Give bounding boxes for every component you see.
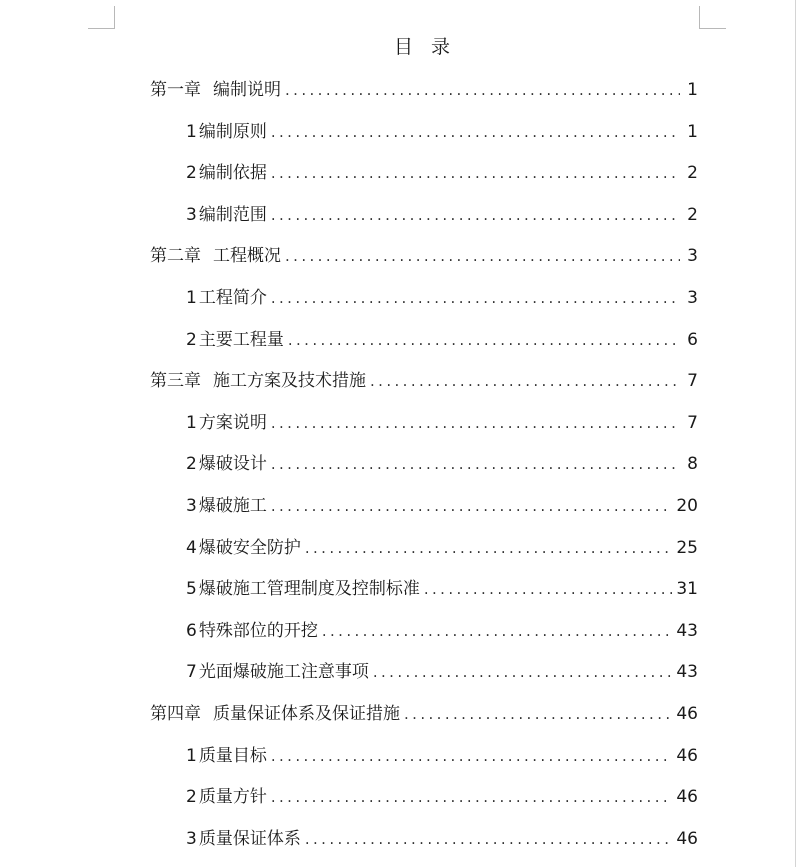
toc-entry-title: 主要工程量 — [198, 329, 284, 350]
toc-section-entry[interactable] — [186, 452, 698, 476]
toc-entry-page-number: 43 — [676, 662, 698, 683]
toc-dot-leader — [271, 203, 680, 227]
toc-entry-page-number: 46 — [676, 745, 698, 766]
toc-entry-page-number: 2 — [687, 204, 698, 225]
toc-title: 目 录 — [393, 36, 457, 58]
toc-entry-title: 质量保证体系及保证措施 — [213, 704, 400, 724]
toc-entry-number: 3 — [186, 496, 197, 516]
toc-entry-title: 施工方案及技术措施 — [213, 371, 366, 392]
toc-entry-title: 爆破安全防护 — [198, 537, 301, 558]
toc-section-entry[interactable] — [186, 203, 698, 227]
toc-entry-title: 爆破施工 — [198, 496, 267, 516]
toc-dot-leader — [271, 286, 680, 310]
toc-entry-page-number: 1 — [687, 80, 698, 100]
toc-chapter-entry[interactable] — [150, 244, 698, 268]
toc-dot-leader — [285, 244, 680, 268]
toc-entry-number: 7 — [186, 662, 197, 683]
toc-chapter-entry[interactable] — [150, 78, 698, 102]
toc-section-entry[interactable] — [186, 120, 698, 144]
toc-entry-title: 爆破施工管理制度及控制标准 — [198, 579, 420, 600]
toc-entry-number: 1 — [186, 288, 197, 308]
toc-section-entry[interactable] — [186, 660, 698, 684]
toc-entry-number: 4 — [186, 537, 197, 558]
toc-section-entry[interactable] — [186, 494, 698, 518]
toc-dot-leader — [404, 702, 672, 726]
crop-mark-top-left — [88, 6, 115, 29]
toc-entry-title: 爆破设计 — [198, 454, 267, 475]
toc-entry-title: 质量目标 — [198, 745, 267, 766]
toc-entry-page-number: 46 — [676, 828, 698, 849]
crop-mark-top-right — [699, 6, 726, 29]
toc-entry-number: 第四章 — [150, 704, 201, 724]
toc-entry-title: 质量保证体系 — [198, 828, 301, 849]
toc-dot-leader — [370, 369, 680, 393]
toc-entry-page-number: 20 — [676, 496, 698, 516]
toc-chapter-entry[interactable] — [150, 369, 698, 393]
toc-entry-number: 第三章 — [150, 371, 201, 392]
toc-entry-page-number: 1 — [687, 121, 698, 142]
toc-entry-title: 方案说明 — [198, 412, 267, 433]
toc-entry-title: 质量方针 — [198, 787, 267, 808]
toc-dot-leader — [322, 619, 673, 643]
toc-dot-leader — [271, 785, 673, 809]
toc-dot-leader — [271, 411, 680, 435]
toc-section-entry[interactable] — [186, 328, 698, 352]
toc-entry-number: 3 — [186, 828, 197, 849]
toc-entry-number: 2 — [186, 787, 197, 808]
toc-entry-number: 2 — [186, 163, 197, 184]
toc-entry-page-number: 3 — [687, 288, 698, 308]
toc-entry-page-number: 25 — [676, 537, 698, 558]
toc-section-entry[interactable] — [186, 744, 698, 768]
toc-entry-page-number: 2 — [687, 163, 698, 184]
toc-section-entry[interactable] — [186, 619, 698, 643]
toc-chapter-entry[interactable] — [150, 702, 698, 726]
toc-entry-page-number: 46 — [676, 704, 698, 724]
toc-entry-number: 1 — [186, 745, 197, 766]
toc-dot-leader — [305, 827, 673, 851]
toc-entry-title: 工程简介 — [198, 288, 267, 308]
toc-entry-title: 光面爆破施工注意事项 — [198, 662, 369, 683]
toc-dot-leader — [288, 328, 680, 352]
toc-entry-page-number: 8 — [687, 454, 698, 475]
toc-dot-leader — [271, 452, 680, 476]
toc-entry-number: 第一章 — [150, 80, 201, 100]
toc-dot-leader — [271, 744, 673, 768]
toc-dot-leader — [271, 161, 680, 185]
toc-entry-page-number: 6 — [687, 329, 698, 350]
toc-entry-number: 1 — [186, 412, 197, 433]
toc-entry-page-number: 46 — [676, 787, 698, 808]
toc-dot-leader — [271, 120, 680, 144]
toc-entry-number: 1 — [186, 121, 197, 142]
toc-section-entry[interactable] — [186, 536, 698, 560]
toc-entry-title: 编制说明 — [213, 80, 281, 100]
toc-section-entry[interactable] — [186, 411, 698, 435]
toc-dot-leader — [424, 577, 673, 601]
toc-section-entry[interactable] — [186, 577, 698, 601]
toc-entry-title: 编制依据 — [198, 163, 267, 184]
toc-dot-leader — [373, 660, 673, 684]
toc-dot-leader — [305, 536, 673, 560]
toc-entry-title: 编制范围 — [198, 204, 267, 225]
toc-entry-page-number: 7 — [687, 412, 698, 433]
toc-entry-number: 3 — [186, 204, 197, 225]
toc-section-entry[interactable] — [186, 785, 698, 809]
toc-entry-title: 编制原则 — [198, 121, 267, 142]
toc-section-entry[interactable] — [186, 286, 698, 310]
toc-section-entry[interactable] — [186, 827, 698, 851]
toc-dot-leader — [285, 78, 680, 102]
toc-entry-title: 工程概况 — [213, 246, 281, 267]
toc-entry-number: 5 — [186, 579, 197, 600]
toc-entry-number: 2 — [186, 454, 197, 475]
toc-entry-page-number: 43 — [676, 620, 698, 641]
toc-entry-page-number: 31 — [676, 579, 698, 600]
toc-entry-title: 特殊部位的开挖 — [198, 620, 318, 641]
toc-section-entry[interactable] — [186, 161, 698, 185]
toc-entry-number: 2 — [186, 329, 197, 350]
toc-entry-page-number: 3 — [687, 246, 698, 267]
toc-entry-page-number: 7 — [687, 371, 698, 392]
toc-entry-number: 第二章 — [150, 246, 201, 267]
toc-entry-number: 6 — [186, 620, 197, 641]
toc-dot-leader — [271, 494, 673, 518]
